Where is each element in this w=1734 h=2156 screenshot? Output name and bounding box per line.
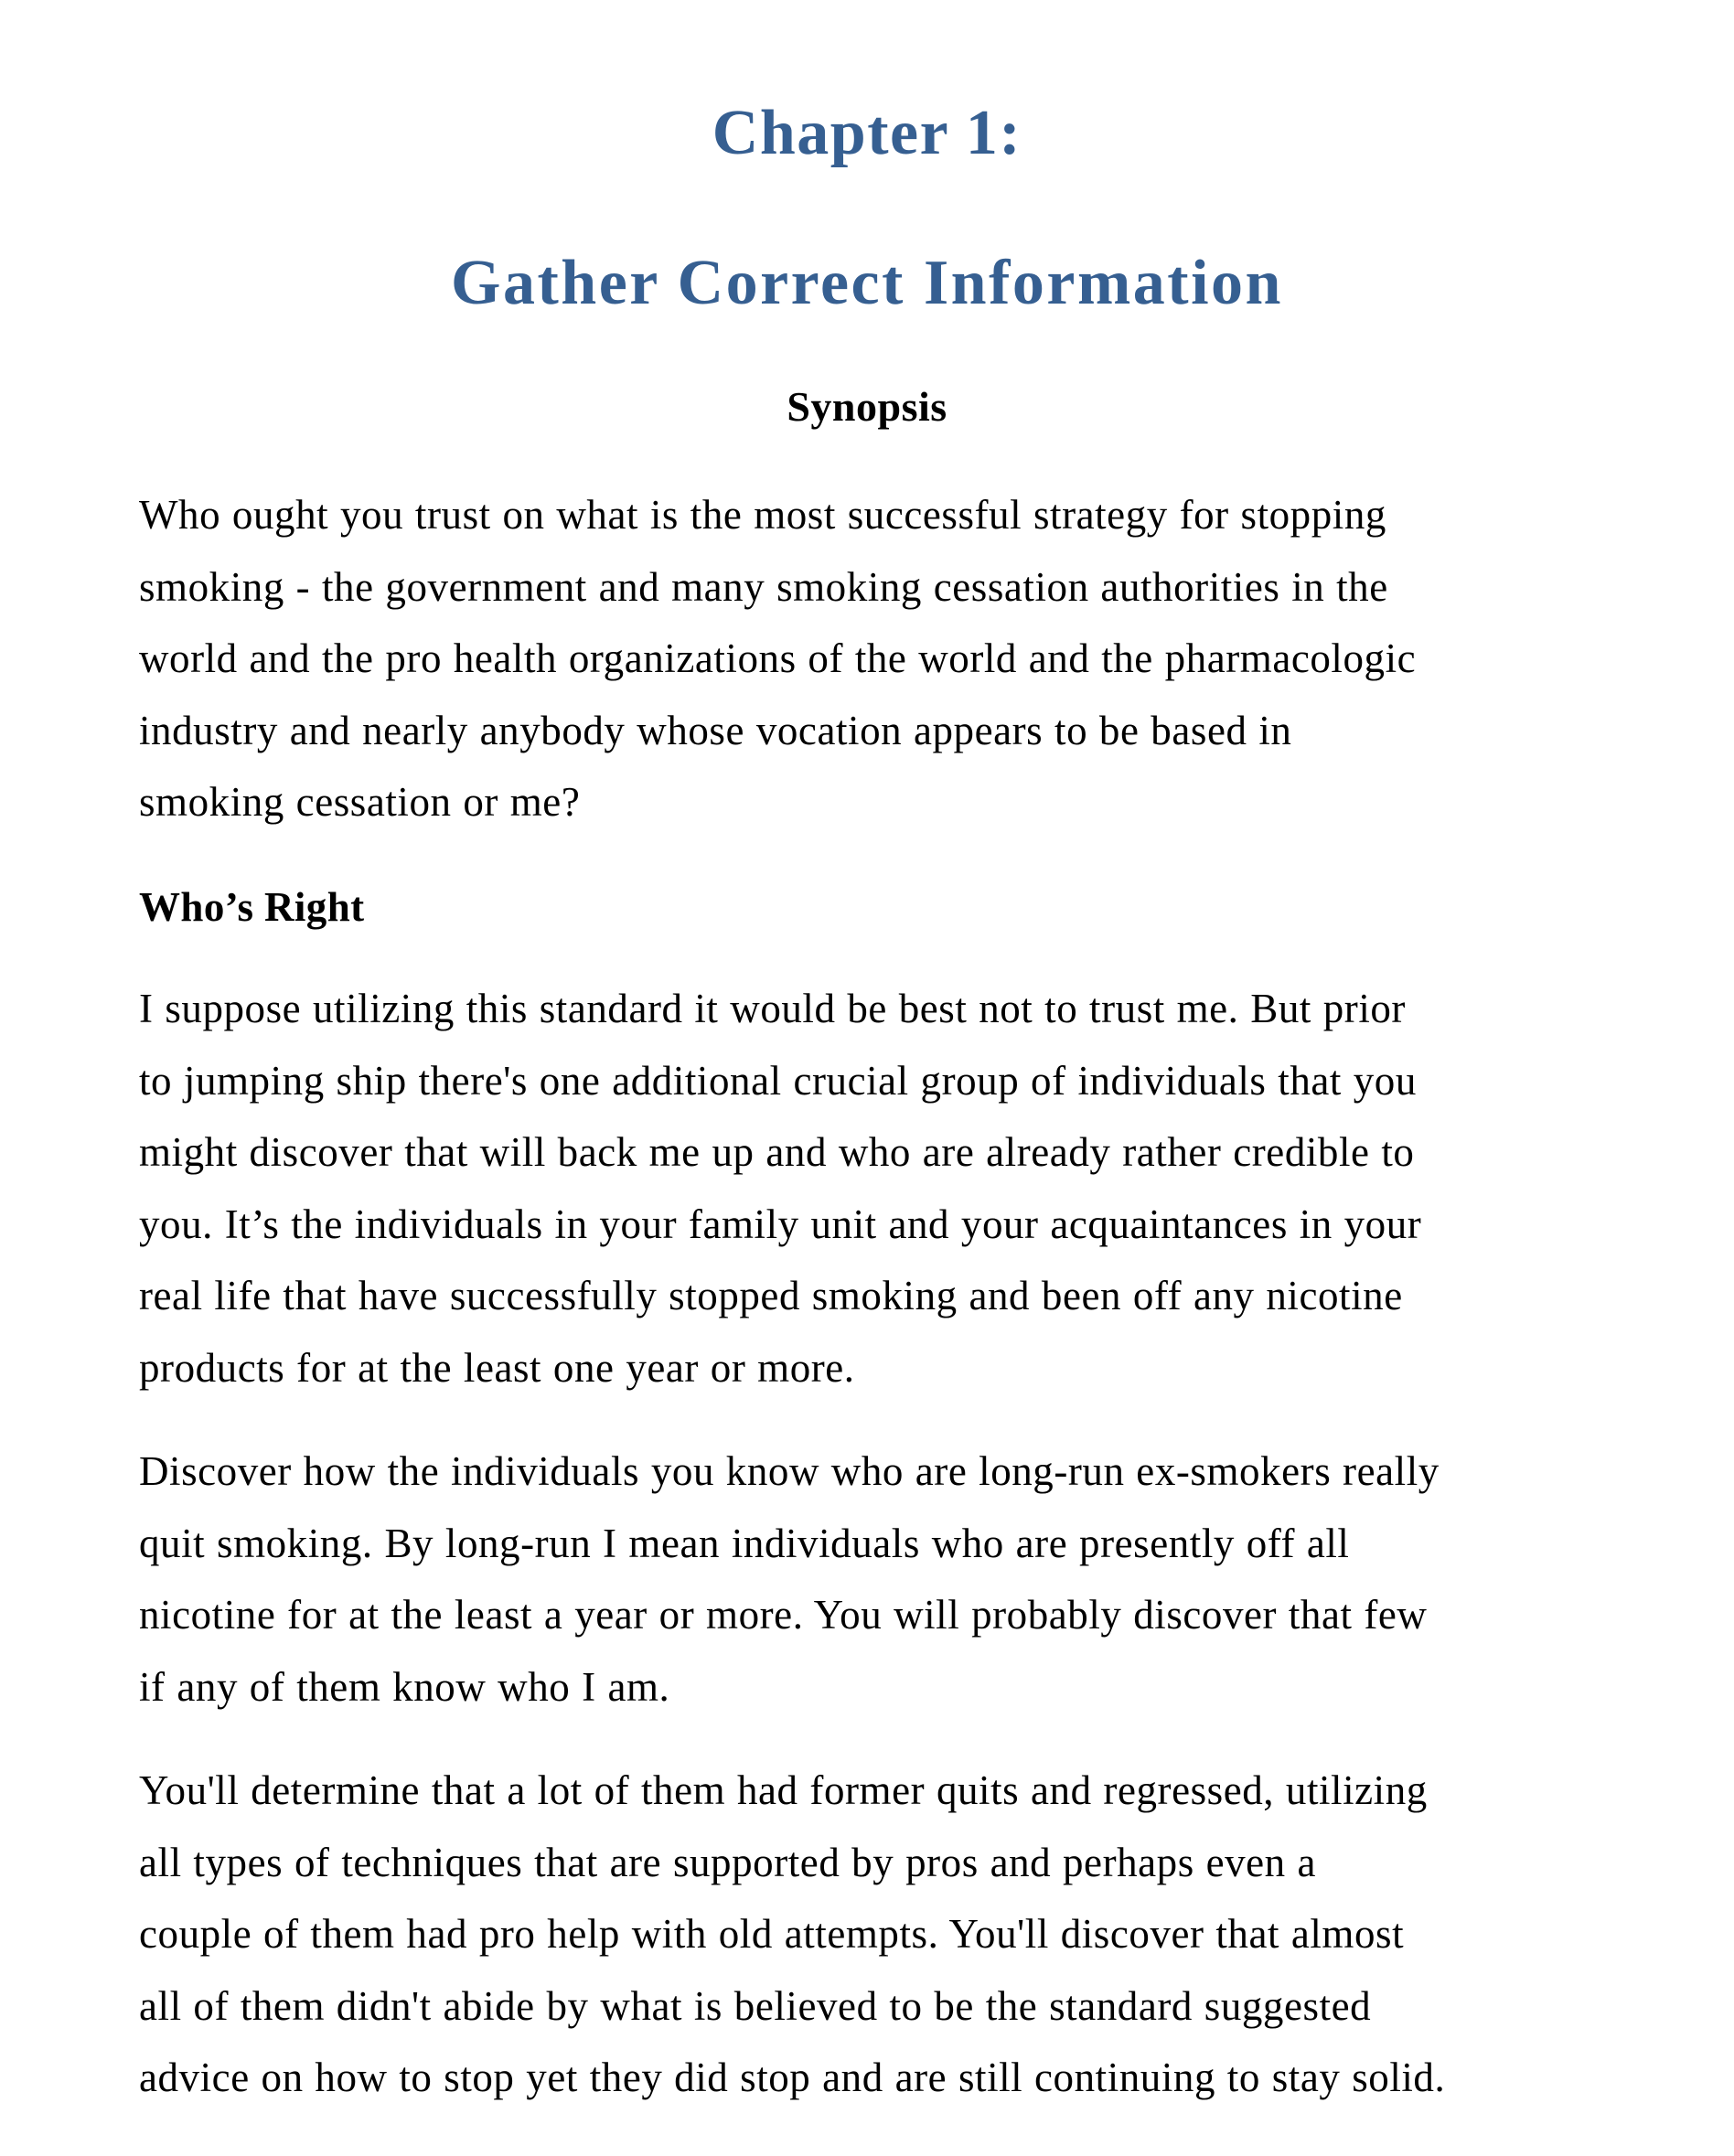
text-line: I suppose utilizing this standard it would be best not to trust me. But prior [139, 986, 1406, 1031]
text-line: quit smoking. By long-run I mean individuals who are presently off all [139, 1520, 1350, 1566]
text-line: if any of them know who I am. [139, 1663, 670, 1710]
text-line: advice on how to stop yet they did stop and are still continuing to stay solid. [139, 2055, 1446, 2100]
chapter-body [139, 479, 1602, 2114]
text-line: Who ought you trust on what is the most successful strategy for stopping [139, 492, 1386, 538]
body-paragraph [139, 1436, 1602, 1723]
body-paragraph [139, 1755, 1602, 2114]
text-line: all types of techniques that are supported by pros and perhaps even a [139, 1839, 1317, 1885]
text-line: Discover how the individuals you know who are long-run ex-smokers really [139, 1448, 1440, 1494]
text-line: all of them didn't abide by what is believed to be the standard suggested [139, 1982, 1372, 2029]
text-line: to jumping ship there's one additional crucial group of individuals that you [139, 1057, 1417, 1104]
text-line: couple of them had pro help with old attempts. You'll discover that almost [139, 1911, 1405, 1957]
section-heading-whos-right: Who’s Right [139, 883, 365, 930]
chapter-title-heading: Gather Correct Information [451, 248, 1283, 318]
text-line: smoking cessation or me? [139, 779, 581, 825]
text-line: smoking - the government and many smoking cessation authorities in the [139, 563, 1388, 610]
synopsis-paragraph [139, 479, 1602, 838]
text-line: You'll determine that a lot of them had former quits and regressed, utilizing [139, 1767, 1428, 1813]
synopsis-heading: Synopsis [787, 383, 947, 430]
text-line: industry and nearly anybody whose vocation appears to be based in [139, 707, 1292, 753]
chapter-number-heading: Chapter 1: [712, 98, 1022, 168]
text-line: might discover that will back me up and who are already rather credible to [139, 1129, 1415, 1175]
body-paragraph [139, 973, 1602, 1404]
text-line: world and the pro health organizations of the world and the pharmacologic [139, 635, 1417, 681]
text-line: nicotine for at the least a year or more. You will probably discover that few [139, 1592, 1428, 1638]
text-line: products for at the least one year or more. [139, 1344, 855, 1391]
text-line: real life that have successfully stopped smoking and been off any nicotine [139, 1273, 1403, 1318]
text-line: you. It’s the individuals in your family unit and your acquaintances in your [139, 1201, 1422, 1247]
